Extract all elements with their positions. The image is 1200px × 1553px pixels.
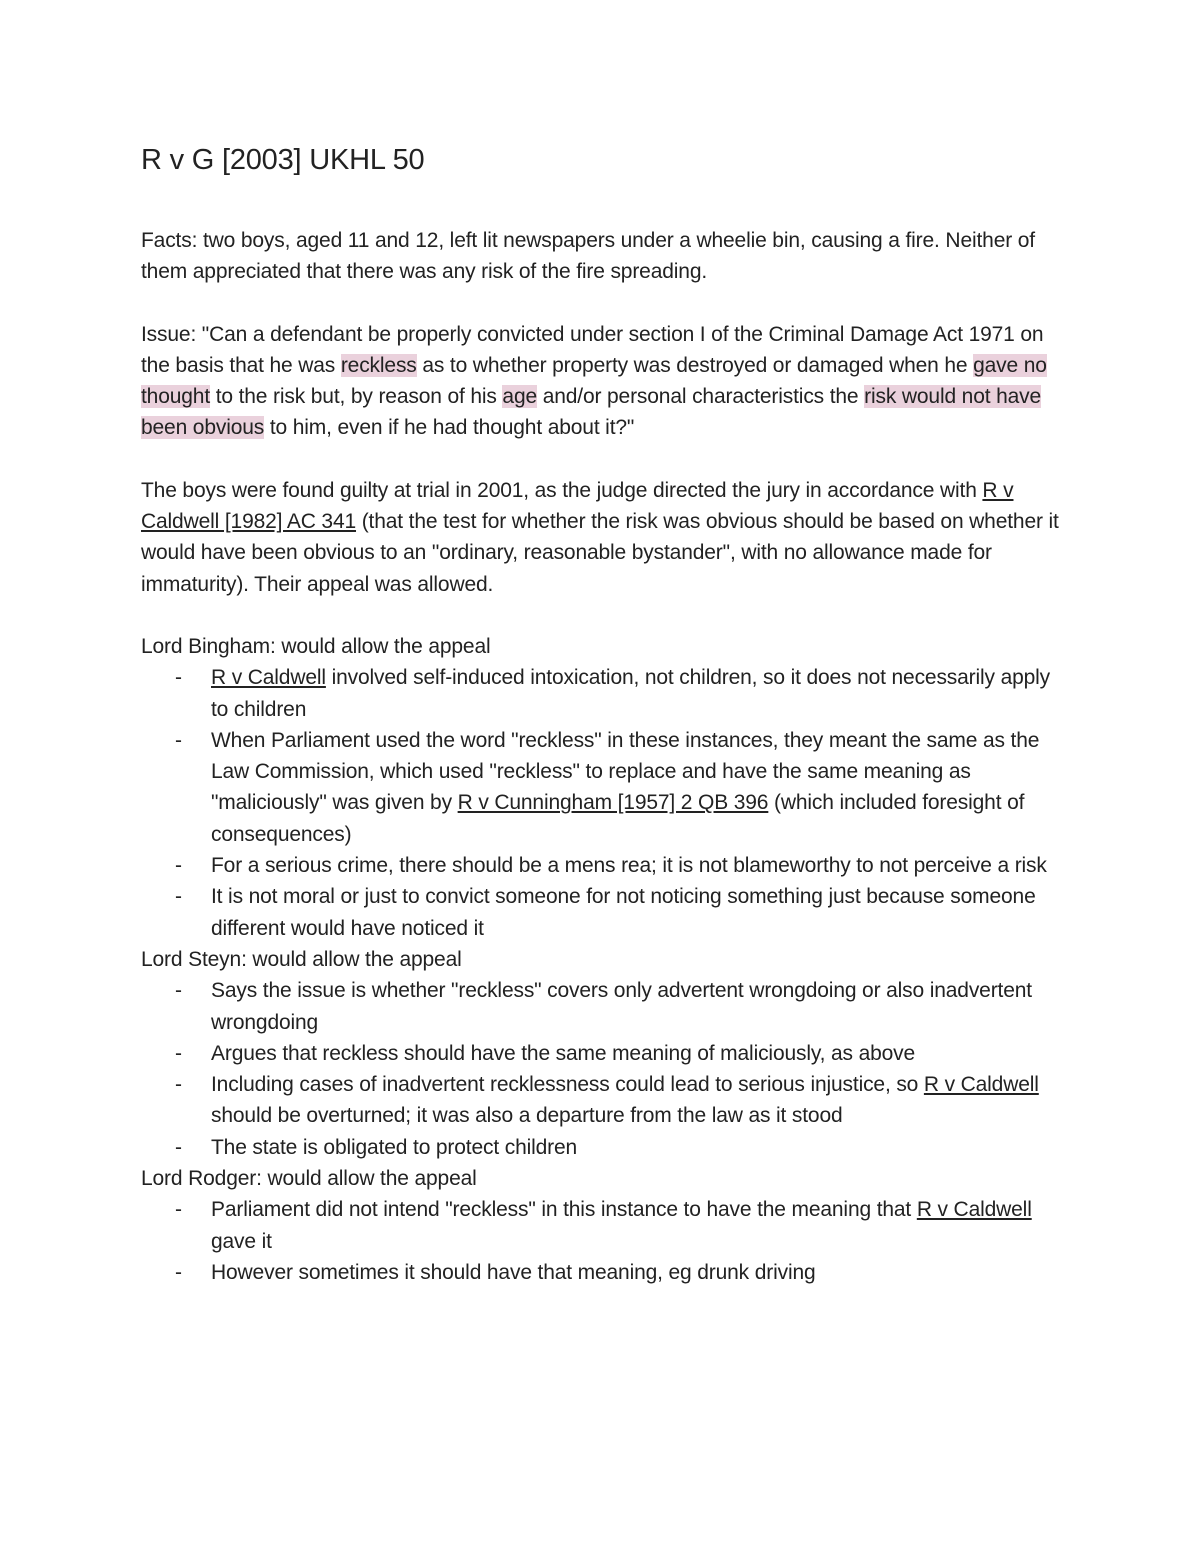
rodger-list [141, 1194, 1070, 1288]
trial-text: The boys were found guilty at trial in 2001, as the judge directed the jury in accordance with [141, 478, 983, 502]
dash-bullet: - [175, 728, 182, 752]
issue-text: as to whether property was destroyed or damaged when he [416, 353, 974, 377]
dash-bullet: - [175, 1073, 182, 1097]
dash-bullet: - [175, 1041, 182, 1065]
steyn-list [141, 975, 1070, 1163]
issue-paragraph [141, 319, 1070, 444]
lord-rodger-heading: Lord Rodger: would allow the appeal [141, 1167, 477, 1191]
list-item-text: For a serious crime, there should be a mens rea; it is not blameworthy to not perceive a risk [211, 854, 1047, 878]
list-item-text: However sometimes it should have that meaning, eg drunk driving [211, 1260, 816, 1284]
list-item-text: gave it [211, 1229, 272, 1253]
case-link-cunningham[interactable]: R v Cunningham [1957] 2 QB 396 [457, 791, 769, 815]
dash-bullet: - [175, 854, 182, 878]
list-item-text: involved self-induced intoxication, not children, so it does not necessarily apply to children [211, 666, 1051, 721]
dash-bullet: - [175, 885, 182, 909]
dash-bullet: - [175, 979, 182, 1003]
list-item [141, 1257, 1070, 1288]
list-item [141, 662, 1070, 725]
issue-text: to the risk but, by reason of his [210, 385, 503, 409]
list-item-text: The state is obligated to protect children [211, 1135, 578, 1159]
list-item-text: Argues that reckless should have the same meaning of maliciously, as above [211, 1041, 916, 1065]
case-link-caldwell[interactable]: R v Caldwell [916, 1198, 1032, 1222]
highlight-gave-no-thought: gave no thought [141, 353, 1047, 409]
list-item-text: It is not moral or just to convict someone for not noticing something just because someone different would have noticed it [211, 885, 1036, 940]
highlight-reckless: reckless [340, 353, 417, 377]
list-item-text: (which included foresight of consequences) [211, 791, 1025, 846]
facts-paragraph: Facts: two boys, aged 11 and 12, left lit newspapers under a wheelie bin, causing a fire. Neither of them appreciated that there was any risk of the fire spreading. [141, 229, 1035, 284]
dash-bullet: - [175, 1198, 182, 1222]
list-item-text: Says the issue is whether "reckless" covers only advertent wrongdoing or also inadvertent wrongdoing [211, 979, 1032, 1034]
list-item-text: Parliament did not intend "reckless" in this instance to have the meaning that [211, 1198, 917, 1222]
list-item [141, 1194, 1070, 1257]
case-link-caldwell[interactable]: R v Caldwell [923, 1073, 1039, 1097]
issue-text: and/or personal characteristics the [537, 385, 865, 409]
list-item-text: When Parliament used the word "reckless" in these instances, they meant the same as the Law Commission, which used "reckless" to replace and have the same meaning as "maliciously" was given by [211, 728, 1040, 815]
trial-paragraph [141, 475, 1070, 600]
bingham-list [141, 662, 1070, 944]
lord-steyn-heading: Lord Steyn: would allow the appeal [141, 947, 462, 971]
list-item [141, 1132, 1070, 1163]
trial-text: (that the test for whether the risk was obvious should be based on whether it would have been obvious to an "ordinary, reasonable bystander", with no allowance made for immaturity). Their appeal was allowed. [141, 510, 1059, 596]
dash-bullet: - [175, 666, 182, 690]
page-title: R v G [2003] UKHL 50 [141, 144, 425, 176]
case-link-caldwell[interactable]: R v Caldwell [1982] AC 341 [141, 478, 1014, 534]
issue-text: Issue: "Can a defendant be properly convicted under section I of the Criminal Damage Act 1971 on the basis that he was [141, 322, 1044, 377]
issue-text: to him, even if he had thought about it?" [264, 416, 635, 440]
list-item [141, 975, 1070, 1038]
list-item-text: should be overturned; it was also a departure from the law as it stood [211, 1104, 843, 1128]
list-item [141, 1038, 1070, 1069]
list-item [141, 850, 1070, 881]
highlight-age: age [502, 385, 538, 409]
list-item-text: Including cases of inadvertent recklessness could lead to serious injustice, so [211, 1073, 924, 1097]
highlight-risk-not-obvious: risk would not have been obvious [141, 385, 1042, 440]
lord-bingham-heading: Lord Bingham: would allow the appeal [141, 634, 491, 658]
dash-bullet: - [175, 1135, 182, 1159]
list-item [141, 725, 1070, 850]
case-link-caldwell[interactable]: R v Caldwell [211, 666, 326, 690]
list-item [141, 881, 1070, 944]
list-item [141, 1069, 1070, 1132]
dash-bullet: - [175, 1260, 182, 1284]
